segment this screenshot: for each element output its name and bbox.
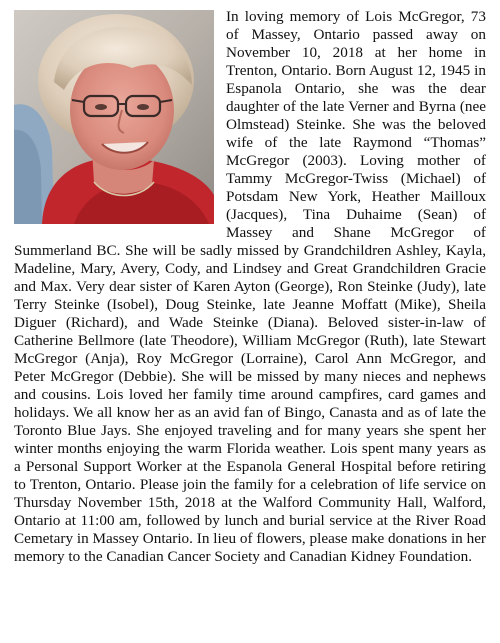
portrait-photo — [14, 10, 214, 224]
portrait-image — [14, 10, 214, 224]
obituary-body-text: In loving memory of Lois McGregor, 73 of Massey, Ontario passed away on November 10, 2018 at her home in Trenton, Ontario. Born August 12, 1945 in Espanola Ontario, she was the dear daughter of the late Verner and Byrna (nee Olmstead) Steinke. She was the beloved wife of the late Raymond “Thomas” McGregor (2003). Loving mother of Tammy McGregor-Twiss (Michael) of Potsdam New York, Heather Mailloux (Jacques), Tina Duhaime (Sean) of Massey and Shane McGregor of Summerland BC. She will be sadly missed by Grandchildren Ashley, Kayla, Madeline, Mary, Avery, Cody, and Lindsey and Great Grandchildren Gracie and Max. Very dear sister of Karen Ayton (George), Ron Steinke (Judy), late Terry Steinke (Isobel), Doug Steinke, late Jeanne Moffatt (Mike), Sheila Diguer (Richard), and Wade Steinke (Diana). Beloved sister-in-law of Catherine Bellmore (late Theodore), William McGregor (Ruth), late Stewart McGregor (Anja), Roy McGregor (Lorraine), Carol Ann McGregor, and Peter McGregor (Debbie). She will be missed by many nieces and nephews and cousins. Lois loved her family time around campfires, card games and holidays. We all know her as an avid fan of Bingo, Canasta and as of late the Toronto Blue Jays. She enjoyed traveling and for many years she spent her winter months enjoying the warm Florida weather. Lois spent many years as a Personal Support Worker at the Espanola General Hospital before retiring to Trenton, Ontario. Please join the family for a celebration of life service on Thursday November 15th, 2018 at the Walford Community Hall, Walford, Ontario at 11:00 am, followed by lunch and burial service at the River Road Cemetary in Massey Ontario. In lieu of flowers, please make donations in her memory to the Canadian Cancer Society and Canadian Kidney Foundation. — [14, 8, 486, 565]
